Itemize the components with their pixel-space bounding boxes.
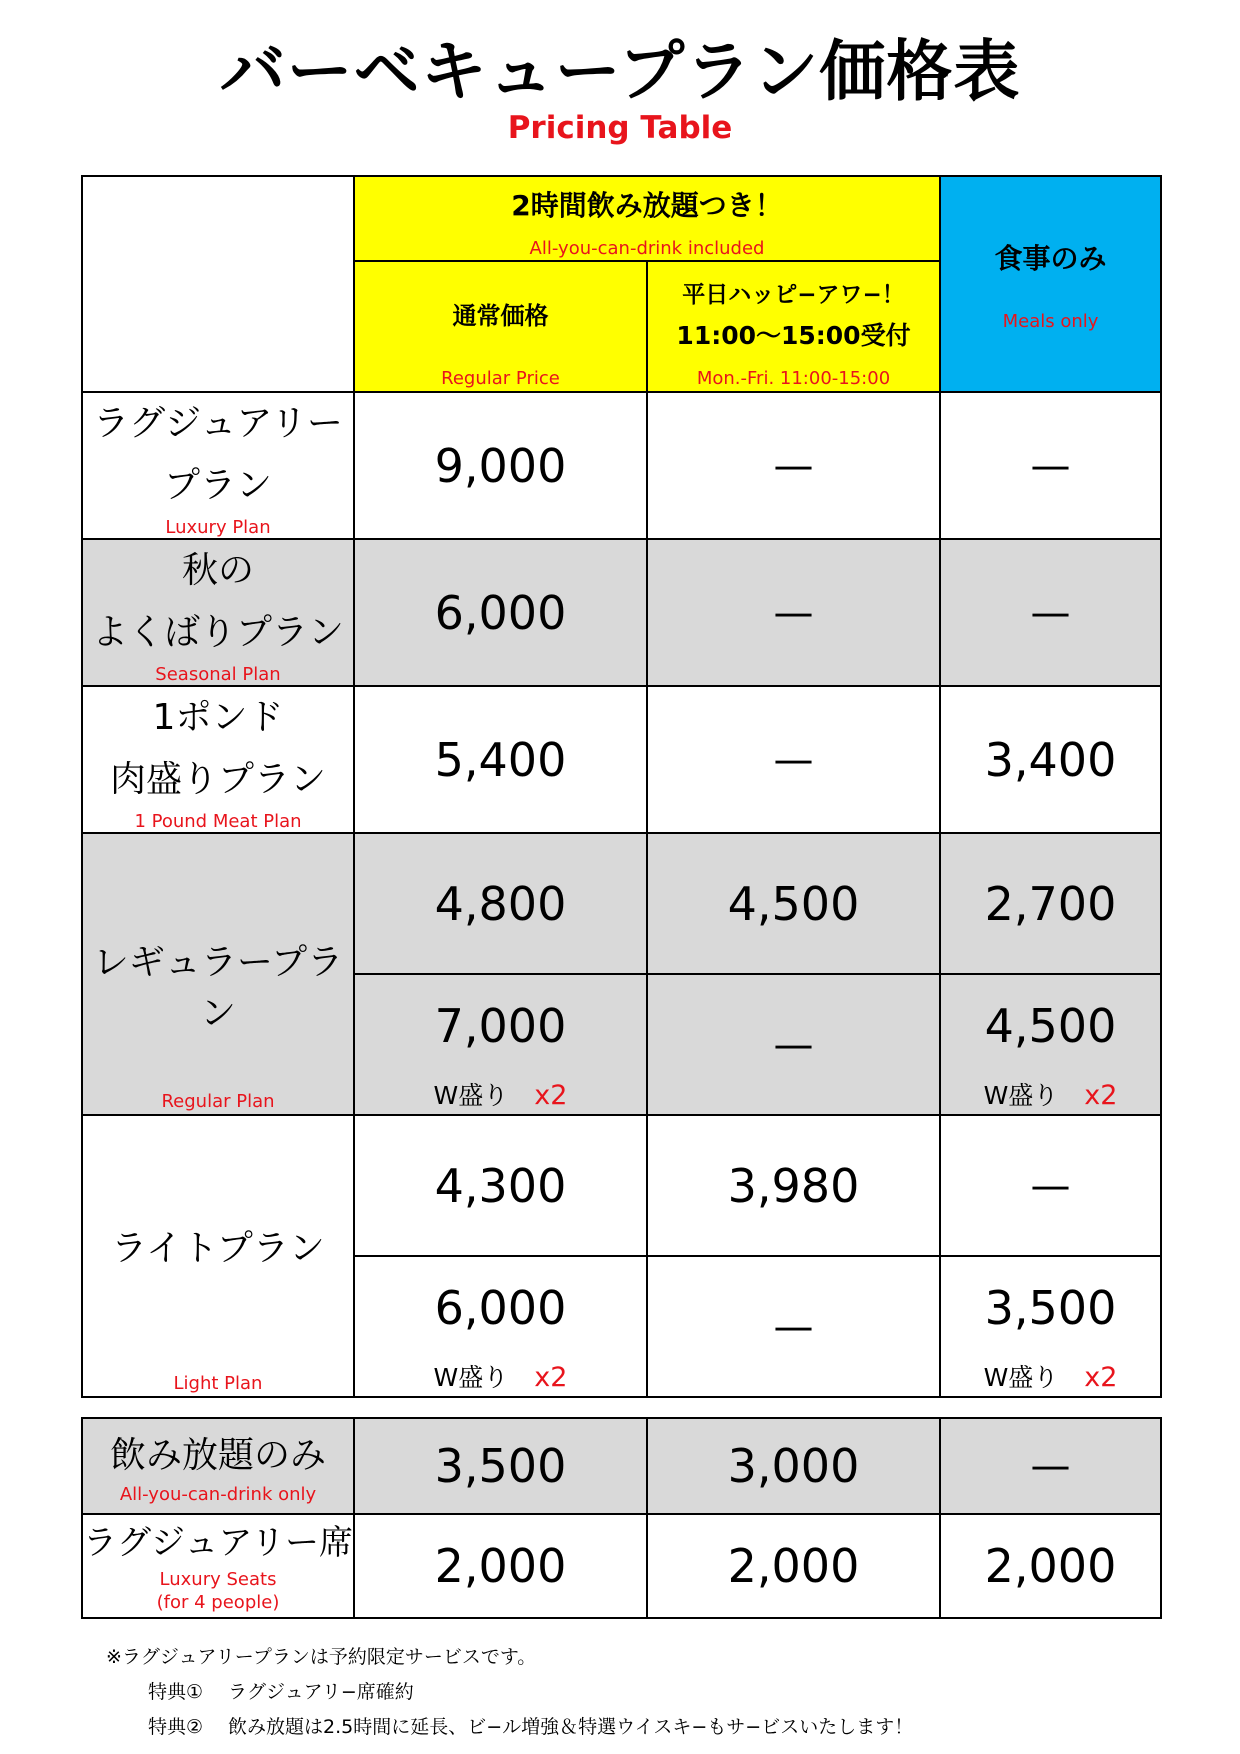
- price-value: 4,500: [984, 999, 1117, 1053]
- double-portion-note: [941, 1358, 1160, 1394]
- perk-label: 特典①: [148, 1681, 204, 1703]
- luxury-seats-label: [82, 1514, 354, 1618]
- price-cell-double: [940, 974, 1161, 1115]
- plan-name-en: 1 Pound Meat Plan: [134, 811, 302, 832]
- regular-price-header: [354, 261, 647, 392]
- price-cell: 2,700: [940, 833, 1161, 974]
- price-cell: 3,400: [940, 686, 1161, 833]
- happy-hour-time: 11:00〜15:00受付: [676, 321, 911, 350]
- plan-name-jp: ラグジュアリー: [93, 403, 343, 444]
- drink-included-en: All-you-can-drink included: [529, 238, 765, 259]
- meals-only-jp: 食事のみ: [994, 241, 1107, 275]
- price-cell: 2,000: [354, 1514, 647, 1618]
- double-portion-note: [941, 1076, 1160, 1112]
- happy-hour-header: [647, 261, 940, 392]
- plan-name-jp: レギュラープラン: [92, 942, 344, 1034]
- double-portion-label: W盛り: [983, 1081, 1059, 1110]
- perk-text: ラグジュアリ−席確約: [228, 1681, 414, 1703]
- price-cell: —: [940, 392, 1161, 539]
- plan-name-jp: ラグジュアリー席: [83, 1523, 353, 1563]
- price-cell: —: [647, 974, 940, 1115]
- page-title: バーベキュープラン価格表: [219, 33, 1021, 110]
- price-cell: —: [647, 392, 940, 539]
- plan-regular-label: [82, 833, 354, 1115]
- price-cell-double: [940, 1256, 1161, 1397]
- plan-name-jp: よくばりプラン: [91, 612, 344, 653]
- double-portion-label: W盛り: [433, 1081, 509, 1110]
- regular-price-jp: 通常価格: [452, 302, 549, 330]
- price-cell: 3,000: [647, 1418, 940, 1514]
- price-cell: 4,500: [647, 833, 940, 974]
- plan-name-en-sub: (for 4 people): [156, 1592, 280, 1613]
- price-cell: 4,800: [354, 833, 647, 974]
- drink-included-jp: 2時間飲み放題つき！: [511, 189, 783, 222]
- plan-name-jp: プラン: [163, 465, 272, 506]
- price-cell-double: [354, 1256, 647, 1397]
- plan-name-en: All-you-can-drink only: [119, 1483, 317, 1505]
- double-portion-label: W盛り: [433, 1363, 509, 1392]
- happy-hour-en: Mon.-Fri. 11:00-15:00: [696, 368, 891, 389]
- plan-luxury-label: [82, 392, 354, 539]
- plan-seasonal-label: [82, 539, 354, 686]
- double-portion-multiplier: x2: [1084, 1362, 1118, 1393]
- double-portion-note: [355, 1076, 646, 1112]
- price-value: 7,000: [434, 999, 567, 1053]
- double-portion-note: [355, 1358, 646, 1394]
- plan-name-en: Luxury Plan: [165, 517, 271, 538]
- price-cell: —: [940, 1115, 1161, 1256]
- plan-light-label: [82, 1115, 354, 1397]
- plan-name-jp: 肉盛りプラン: [109, 759, 326, 800]
- plan-name-jp: 1ポンド: [152, 697, 284, 738]
- plan-pound-label: [82, 686, 354, 833]
- perk-label: 特典②: [148, 1716, 204, 1738]
- extras-table: [81, 1417, 1162, 1619]
- price-cell: —: [940, 1418, 1161, 1514]
- note-line: ※ラグジュアリープランは予約限定サービスです。: [106, 1646, 537, 1668]
- plan-name-jp: ライトプラン: [111, 1228, 325, 1269]
- plan-name-en: Regular Plan: [161, 1091, 275, 1112]
- plan-name-en: Seasonal Plan: [155, 664, 281, 685]
- price-cell: 3,980: [647, 1115, 940, 1256]
- price-cell: —: [647, 539, 940, 686]
- price-value: 6,000: [434, 1281, 567, 1335]
- price-cell: —: [647, 686, 940, 833]
- meals-only-en: Meals only: [1002, 310, 1099, 332]
- perk-text: 飲み放題は2.5時間に延長、ビ−ル増強＆特選ウイスキ−もサ−ビスいたします！: [228, 1716, 914, 1738]
- price-cell: 3,500: [354, 1418, 647, 1514]
- regular-price-en: Regular Price: [441, 368, 560, 389]
- double-portion-label: W盛り: [983, 1363, 1059, 1392]
- page-subtitle: Pricing Table: [507, 110, 733, 146]
- price-cell: 5,400: [354, 686, 647, 833]
- price-cell: 2,000: [940, 1514, 1161, 1618]
- plan-name-jp: 飲み放題のみ: [109, 1434, 326, 1476]
- price-cell: 9,000: [354, 392, 647, 539]
- price-value: 3,500: [984, 1281, 1117, 1335]
- drink-included-header: [354, 176, 940, 261]
- drink-only-label: [82, 1418, 354, 1514]
- pricing-table: [81, 175, 1162, 1398]
- perk-line: [106, 1710, 913, 1745]
- perk-line: [106, 1675, 913, 1710]
- meals-only-header: [940, 176, 1161, 392]
- price-cell-double: [354, 974, 647, 1115]
- happy-hour-jp: 平日ハッピ−アワ−！: [682, 282, 905, 308]
- notes: [106, 1640, 913, 1745]
- double-portion-multiplier: x2: [534, 1362, 568, 1393]
- double-portion-multiplier: x2: [534, 1080, 568, 1111]
- price-cell: 2,000: [647, 1514, 940, 1618]
- plan-name-en: Luxury Seats: [159, 1569, 277, 1590]
- price-cell: 4,300: [354, 1115, 647, 1256]
- plan-name-en: Light Plan: [173, 1373, 263, 1394]
- price-cell: —: [940, 539, 1161, 686]
- price-cell: 6,000: [354, 539, 647, 686]
- double-portion-multiplier: x2: [1084, 1080, 1118, 1111]
- corner-cell: [82, 176, 354, 392]
- price-cell: —: [647, 1256, 940, 1397]
- plan-name-jp: 秋の: [181, 550, 254, 591]
